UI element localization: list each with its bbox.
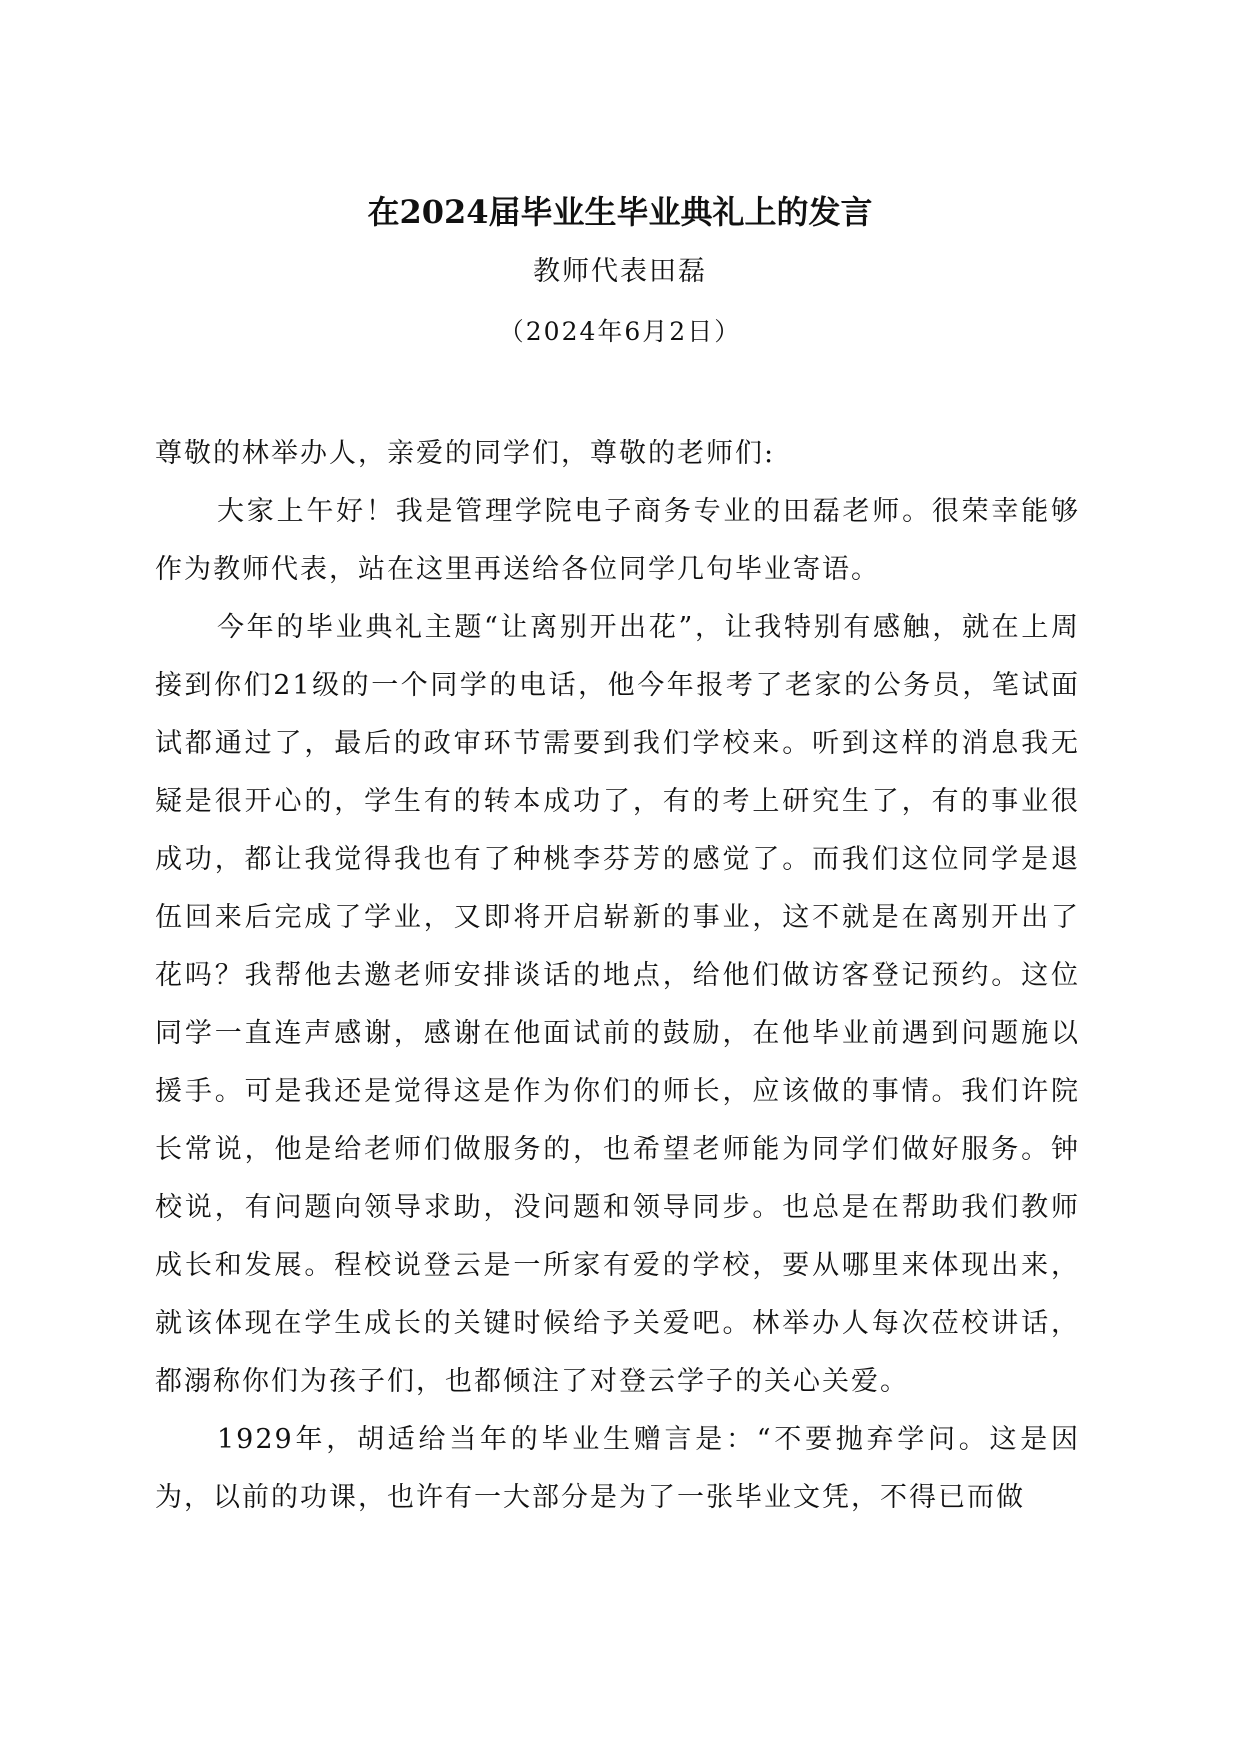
paragraph-greeting: 大家上午好！我是管理学院电子商务专业的田磊老师。很荣幸能够作为教师代表，站在这里再送给各位同学几句毕业寄语。 bbox=[155, 496, 1080, 585]
salutation: 尊敬的林举办人，亲爱的同学们，尊敬的老师们: bbox=[155, 438, 776, 469]
speech-author: 教师代表田磊 bbox=[533, 256, 707, 287]
speech-body bbox=[155, 425, 1080, 1527]
speech-date: （2024年6月2日） bbox=[498, 317, 742, 346]
paragraph-theme: 今年的毕业典礼主题“让离别开出花”，让我特别有感触，就在上周接到你们21级的一个同学的电话，他今年报考了老家的公务员，笔试面试都通过了，最后的政审环节需要到我们学校来。听到这样的消息我无疑是很开心的，学生有的转本成功了，有的考上研究生了，有的事业很成功，都让我觉得我也有了种桃李芬芳的感觉了。而我们这位同学是退伍回来后完成了学业，又即将开启崭新的事业，这不就是在离别开出了花吗？我帮他去邀老师安排谈话的地点，给他们做访客登记预约。这位同学一直连声感谢，感谢在他面试前的鼓励，在他毕业前遇到问题施以援手。可是我还是觉得这是作为你们的师长，应该做的事情。我们许院长常说，他是给老师们做服务的，也希望老师能为同学们做好服务。钟校说，有问题向领导求助，没问题和领导同步。也总是在帮助我们教师成长和发展。程校说登云是一所家有爱的学校，要从哪里来体现出来，就该体现在学生成长的关键时候给予关爱吧。林举办人每次莅校讲话，都溺称你们为孩子们，也都倾注了对登云学子的关心关爱。 bbox=[155, 612, 1080, 1397]
paragraph-hushi-quote: 1929年，胡适给当年的毕业生赠言是：“不要抛弃学问。这是因为，以前的功课，也许有一大部分是为了一张毕业文凭，不得已而做 bbox=[155, 1424, 1080, 1513]
speech-title: 在2024届毕业生毕业典礼上的发言 bbox=[367, 193, 873, 231]
